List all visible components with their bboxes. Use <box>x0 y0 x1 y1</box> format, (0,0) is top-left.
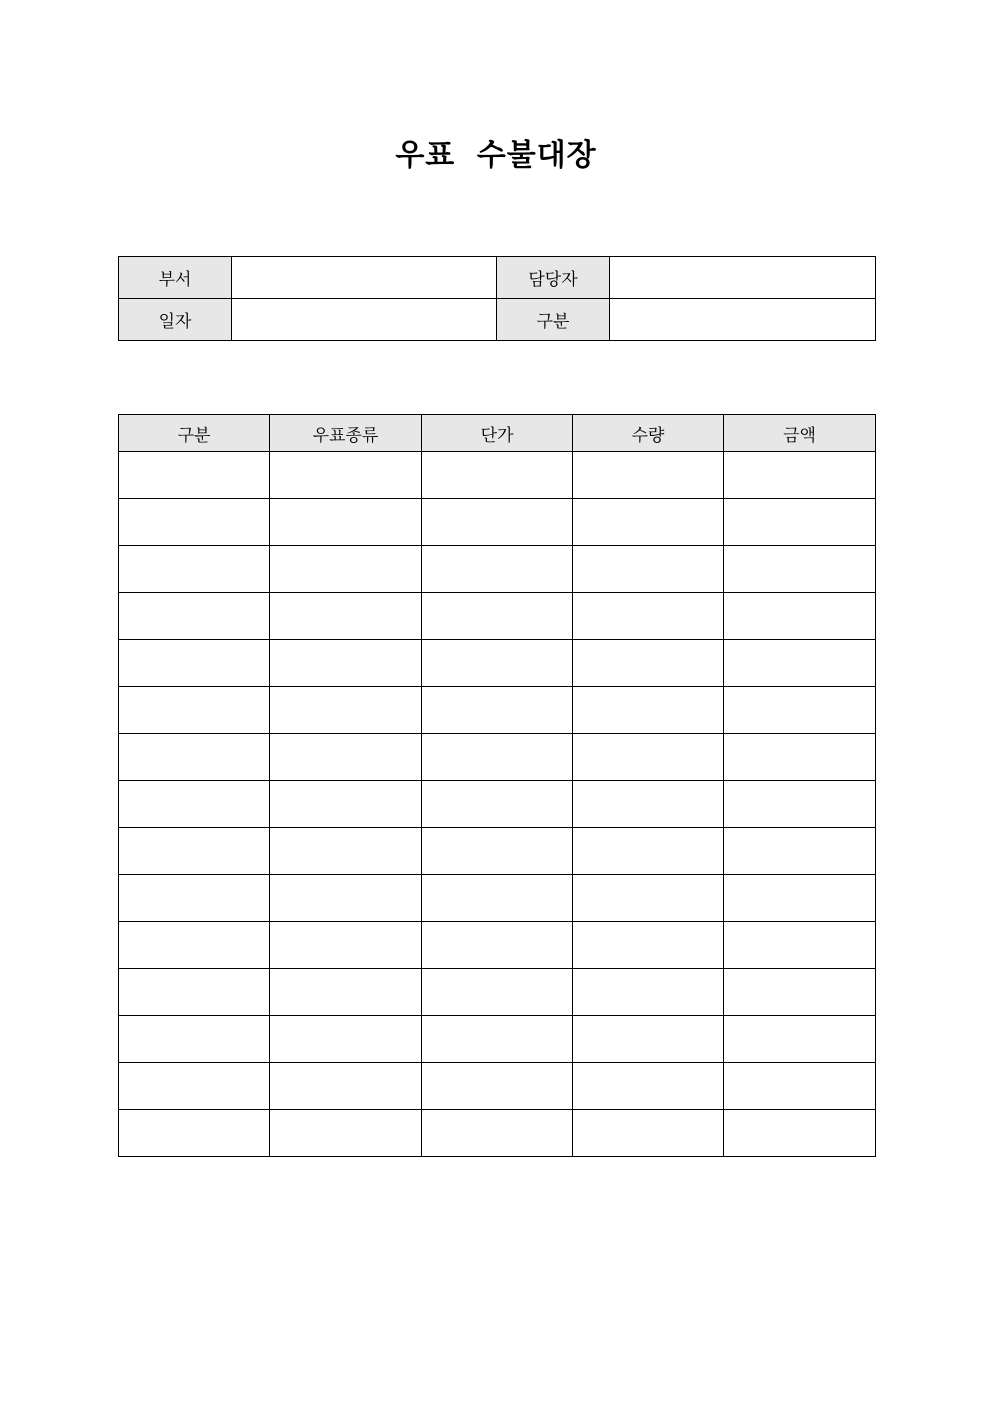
amount-cell[interactable] <box>724 640 876 687</box>
table-row <box>119 593 876 640</box>
date-field[interactable] <box>232 299 497 341</box>
amount-cell[interactable] <box>724 1110 876 1157</box>
amount-cell[interactable] <box>724 969 876 1016</box>
unit-price-cell[interactable] <box>422 734 573 781</box>
page-title: 우표 수불대장 <box>395 138 597 173</box>
category-cell[interactable] <box>119 734 270 781</box>
table-row <box>119 452 876 499</box>
column-header-stamp-type: 우표종류 <box>270 415 422 452</box>
unit-price-cell[interactable] <box>422 546 573 593</box>
category-field[interactable] <box>610 299 876 341</box>
table-row <box>119 499 876 546</box>
unit-price-cell[interactable] <box>422 640 573 687</box>
unit-price-cell[interactable] <box>422 828 573 875</box>
column-header-category: 구분 <box>119 415 270 452</box>
table-row <box>119 546 876 593</box>
column-header-unit-price: 단가 <box>422 415 573 452</box>
stamp-type-cell[interactable] <box>270 922 422 969</box>
unit-price-cell[interactable] <box>422 969 573 1016</box>
category-cell[interactable] <box>119 922 270 969</box>
ledger-table <box>118 414 876 1157</box>
table-row <box>119 1063 876 1110</box>
category-cell[interactable] <box>119 687 270 734</box>
amount-cell[interactable] <box>724 828 876 875</box>
stamp-type-cell[interactable] <box>270 781 422 828</box>
category-cell[interactable] <box>119 1110 270 1157</box>
unit-price-cell[interactable] <box>422 922 573 969</box>
stamp-type-cell[interactable] <box>270 687 422 734</box>
amount-cell[interactable] <box>724 499 876 546</box>
stamp-type-cell[interactable] <box>270 734 422 781</box>
ledger-header-row <box>119 415 876 452</box>
unit-price-cell[interactable] <box>422 875 573 922</box>
table-row <box>119 687 876 734</box>
amount-cell[interactable] <box>724 922 876 969</box>
amount-cell[interactable] <box>724 593 876 640</box>
category-cell[interactable] <box>119 499 270 546</box>
table-row <box>119 1016 876 1063</box>
table-row <box>119 640 876 687</box>
unit-price-cell[interactable] <box>422 781 573 828</box>
info-row <box>119 257 876 299</box>
table-row <box>119 875 876 922</box>
manager-label: 담당자 <box>497 257 610 299</box>
category-cell[interactable] <box>119 1063 270 1110</box>
quantity-cell[interactable] <box>573 734 724 781</box>
info-table <box>118 256 876 341</box>
quantity-cell[interactable] <box>573 546 724 593</box>
category-cell[interactable] <box>119 828 270 875</box>
date-label: 일자 <box>119 299 232 341</box>
category-cell[interactable] <box>119 875 270 922</box>
amount-cell[interactable] <box>724 687 876 734</box>
quantity-cell[interactable] <box>573 1063 724 1110</box>
department-label: 부서 <box>119 257 232 299</box>
category-cell[interactable] <box>119 969 270 1016</box>
amount-cell[interactable] <box>724 875 876 922</box>
quantity-cell[interactable] <box>573 687 724 734</box>
department-field[interactable] <box>232 257 497 299</box>
column-header-quantity: 수량 <box>573 415 724 452</box>
quantity-cell[interactable] <box>573 875 724 922</box>
amount-cell[interactable] <box>724 781 876 828</box>
ledger-body <box>119 452 876 1157</box>
table-row <box>119 828 876 875</box>
unit-price-cell[interactable] <box>422 593 573 640</box>
stamp-type-cell[interactable] <box>270 546 422 593</box>
unit-price-cell[interactable] <box>422 499 573 546</box>
unit-price-cell[interactable] <box>422 687 573 734</box>
amount-cell[interactable] <box>724 1063 876 1110</box>
stamp-type-cell[interactable] <box>270 875 422 922</box>
category-cell[interactable] <box>119 452 270 499</box>
column-header-amount: 금액 <box>724 415 876 452</box>
category-cell[interactable] <box>119 640 270 687</box>
quantity-cell[interactable] <box>573 922 724 969</box>
stamp-type-cell[interactable] <box>270 593 422 640</box>
quantity-cell[interactable] <box>573 1016 724 1063</box>
stamp-type-cell[interactable] <box>270 1016 422 1063</box>
category-label: 구분 <box>497 299 610 341</box>
unit-price-cell[interactable] <box>422 1110 573 1157</box>
stamp-type-cell[interactable] <box>270 452 422 499</box>
category-cell[interactable] <box>119 781 270 828</box>
stamp-type-cell[interactable] <box>270 499 422 546</box>
stamp-type-cell[interactable] <box>270 1063 422 1110</box>
stamp-type-cell[interactable] <box>270 1110 422 1157</box>
table-row <box>119 922 876 969</box>
quantity-cell[interactable] <box>573 499 724 546</box>
amount-cell[interactable] <box>724 546 876 593</box>
stamp-type-cell[interactable] <box>270 828 422 875</box>
table-row <box>119 734 876 781</box>
quantity-cell[interactable] <box>573 828 724 875</box>
quantity-cell[interactable] <box>573 969 724 1016</box>
stamp-type-cell[interactable] <box>270 969 422 1016</box>
table-row <box>119 1110 876 1157</box>
quantity-cell[interactable] <box>573 640 724 687</box>
table-row <box>119 969 876 1016</box>
table-row <box>119 781 876 828</box>
unit-price-cell[interactable] <box>422 452 573 499</box>
amount-cell[interactable] <box>724 1016 876 1063</box>
unit-price-cell[interactable] <box>422 1063 573 1110</box>
category-cell[interactable] <box>119 593 270 640</box>
manager-field[interactable] <box>610 257 876 299</box>
category-cell[interactable] <box>119 546 270 593</box>
quantity-cell[interactable] <box>573 1110 724 1157</box>
info-row <box>119 299 876 341</box>
quantity-cell[interactable] <box>573 593 724 640</box>
quantity-cell[interactable] <box>573 452 724 499</box>
stamp-type-cell[interactable] <box>270 640 422 687</box>
unit-price-cell[interactable] <box>422 1016 573 1063</box>
amount-cell[interactable] <box>724 734 876 781</box>
amount-cell[interactable] <box>724 452 876 499</box>
category-cell[interactable] <box>119 1016 270 1063</box>
quantity-cell[interactable] <box>573 781 724 828</box>
